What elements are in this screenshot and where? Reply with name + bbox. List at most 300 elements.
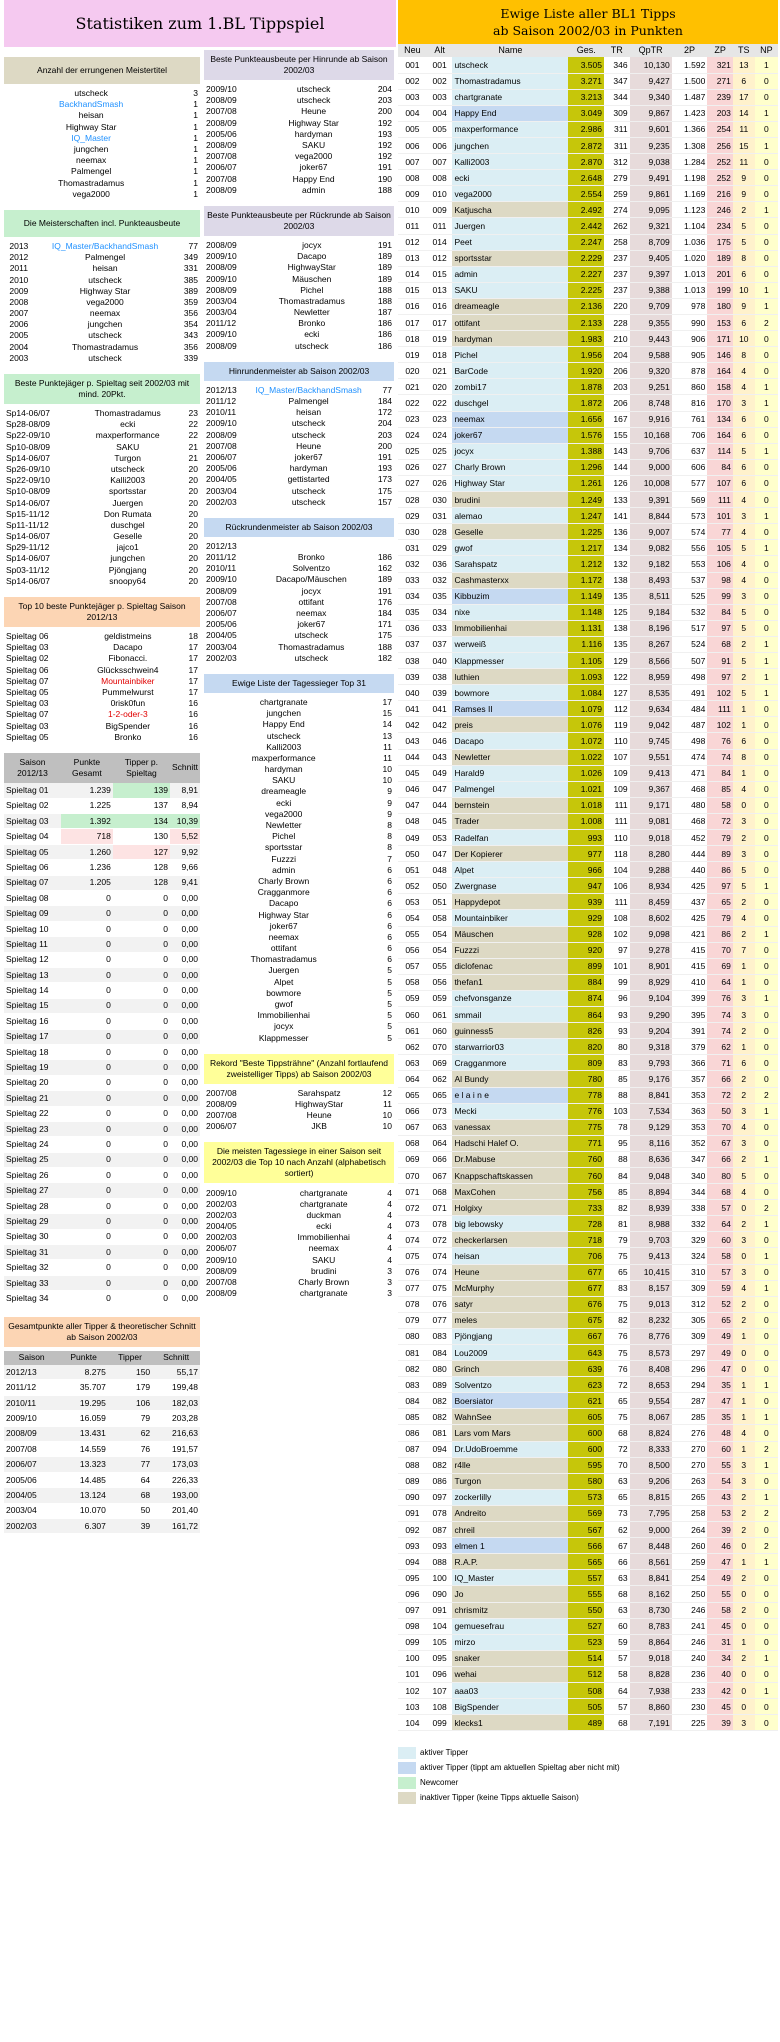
table-cell: 111 — [707, 492, 733, 508]
table-cell: Dacapo — [269, 898, 299, 909]
table-cell: 437 — [672, 894, 708, 910]
table-cell: Charly Brown — [258, 875, 310, 886]
table-cell: 5 — [387, 999, 392, 1010]
table-cell: 1.656 — [568, 411, 604, 427]
table-cell: 041 — [427, 701, 453, 717]
table-cell: 15 — [733, 137, 755, 153]
table-cell: 0 — [61, 1229, 113, 1244]
table-row — [4, 453, 200, 464]
table-cell: 240 — [672, 1650, 708, 1666]
table-cell: 0 — [755, 492, 778, 508]
table-cell: 164 — [707, 363, 733, 379]
table-cell: 57 — [707, 1200, 733, 1216]
table-cell: 75 — [604, 1409, 630, 1425]
table-row — [4, 1106, 200, 1121]
table-cell: 639 — [568, 1361, 604, 1377]
table-cell: 2.986 — [568, 121, 604, 137]
table-cell: 078 — [427, 1505, 453, 1521]
table-cell: 2004/05 — [206, 1221, 237, 1232]
table-cell: 186 — [377, 329, 392, 340]
table-cell: 043 — [398, 733, 427, 749]
table-cell: 311 — [604, 137, 630, 153]
table-cell: 039 — [427, 685, 453, 701]
table-cell: 5 — [733, 540, 755, 556]
table-cell: 321 — [707, 57, 733, 73]
table-cell: 083 — [398, 1377, 427, 1393]
table-row — [398, 427, 778, 443]
table-cell: 062 — [427, 1071, 453, 1087]
table-cell: 9,290 — [630, 1007, 672, 1023]
table-cell: Spieltag 07 — [6, 675, 49, 686]
meiste-tagessiege-section — [204, 1142, 394, 1299]
table-cell: Mäuschen — [292, 273, 332, 284]
table-cell: Pichel — [272, 831, 296, 842]
table-cell: 0 — [733, 1682, 755, 1698]
table-cell: 3 — [733, 1135, 755, 1151]
table-cell: 182,03 — [152, 1395, 200, 1410]
table-cell: admin — [272, 864, 296, 875]
table-row — [398, 1634, 778, 1650]
table-cell: 059 — [427, 990, 453, 1006]
table-cell: 79 — [707, 910, 733, 926]
table-cell: Charly Brown — [452, 459, 568, 475]
table-cell: 134 — [707, 411, 733, 427]
table-cell: 016 — [398, 298, 427, 314]
table-cell: 88 — [604, 1087, 630, 1103]
table-cell: Klappmesser — [452, 652, 568, 668]
table-row — [4, 1214, 200, 1229]
table-cell: Spieltag 05 — [6, 731, 49, 742]
table-row — [4, 1152, 200, 1167]
table-row — [398, 1119, 778, 1135]
table-cell: 2002/03 — [4, 1519, 59, 1534]
table-cell: Klappmesser — [258, 1032, 309, 1043]
table-row — [398, 1505, 778, 1521]
table-cell: 89 — [707, 846, 733, 862]
table-cell: MaxCohen — [452, 1184, 568, 1200]
table-cell: 7,534 — [630, 1103, 672, 1119]
table-cell: preis — [452, 717, 568, 733]
table-cell: 077 — [398, 1280, 427, 1296]
table-cell: 013 — [398, 250, 427, 266]
hinrunde-best-table — [204, 84, 394, 196]
table-cell: 0 — [113, 921, 170, 936]
table-cell: 826 — [568, 1023, 604, 1039]
table-cell: 63 — [604, 1602, 630, 1618]
table-cell: 8,94 — [170, 798, 200, 813]
table-cell: 035 — [398, 604, 427, 620]
table-cell: neemax — [452, 411, 568, 427]
table-row — [4, 576, 200, 587]
table-cell: maxperformance — [452, 121, 568, 137]
table-cell: 046 — [398, 781, 427, 797]
legend-label: inaktiver Tipper (keine Tipps aktuelle Saison) — [420, 1793, 579, 1803]
table-row — [398, 1184, 778, 1200]
table-cell: 20 — [188, 564, 198, 575]
table-cell: 8,841 — [630, 1570, 672, 1586]
table-row — [4, 88, 200, 99]
table-cell: 4 — [733, 1425, 755, 1441]
table-row — [398, 1602, 778, 1618]
table-cell: 246 — [707, 202, 733, 218]
table-cell: 0 — [113, 1198, 170, 1213]
table-cell: 0 — [755, 331, 778, 347]
table-cell: 0 — [61, 1198, 113, 1213]
table-cell: 9,182 — [630, 556, 672, 572]
table-cell: 452 — [672, 830, 708, 846]
table-cell: 0,00 — [170, 1106, 200, 1121]
table-row — [398, 1441, 778, 1457]
table-cell: gwof — [274, 999, 293, 1010]
table-row — [4, 297, 200, 308]
table-cell: 0 — [755, 894, 778, 910]
table-cell: Sp14-06/07 — [6, 497, 50, 508]
table-cell: Spieltag 32 — [4, 1260, 61, 1275]
table-cell: 076 — [427, 1296, 453, 1312]
table-cell: 5 — [733, 652, 755, 668]
table-cell: 104 — [604, 862, 630, 878]
table-cell: 514 — [568, 1650, 604, 1666]
table-cell: ecki — [276, 797, 292, 808]
table-row — [398, 137, 778, 153]
table-row — [4, 342, 200, 353]
table-cell: 087 — [398, 1441, 427, 1457]
table-cell: Spieltag 03 — [6, 642, 49, 653]
table-cell: Thomastradamus — [94, 408, 161, 419]
table-cell: 68 — [604, 1425, 630, 1441]
table-row — [204, 619, 394, 630]
table-cell: 4 — [733, 1119, 755, 1135]
table-cell: 363 — [672, 1103, 708, 1119]
table-cell: 97 — [604, 942, 630, 958]
table-cell: 2007/08 — [206, 151, 237, 162]
table-cell: 258 — [672, 1505, 708, 1521]
table-cell: 041 — [398, 701, 427, 717]
table-cell: 17 — [188, 653, 198, 664]
table-cell: 874 — [568, 990, 604, 1006]
table-cell: 191 — [377, 162, 392, 173]
table-cell: 675 — [568, 1312, 604, 1328]
table-cell: 353 — [672, 1119, 708, 1135]
table-cell: Thomastradamus — [71, 341, 139, 352]
table-cell: Spieltag 21 — [4, 1091, 61, 1106]
table-cell: Heune — [301, 106, 327, 117]
table-cell: Spieltag 10 — [4, 921, 61, 936]
table-cell: 66 — [604, 1554, 630, 1570]
table-row — [204, 552, 394, 563]
table-cell: 074 — [427, 1248, 453, 1264]
table-cell: 706 — [568, 1248, 604, 1264]
table-cell: 0 — [755, 1602, 778, 1618]
table-cell: guinness5 — [452, 1023, 568, 1039]
table-cell: 1 — [733, 1409, 755, 1425]
table-cell: 1 — [755, 1103, 778, 1119]
table-cell: 9,551 — [630, 749, 672, 765]
table-row — [398, 1522, 778, 1538]
table-cell: 899 — [568, 958, 604, 974]
table-cell: 2 — [733, 1296, 755, 1312]
table-cell: Highway Star — [452, 475, 568, 491]
table-cell: 015 — [398, 282, 427, 298]
table-cell: Sp22-09/10 — [6, 430, 50, 441]
table-cell: 415 — [672, 942, 708, 958]
table-cell: Spieltag 02 — [4, 798, 61, 813]
table-cell: IQ_Master — [71, 132, 111, 143]
table-cell: Jo — [452, 1586, 568, 1602]
table-cell: 2007 — [9, 308, 29, 319]
table-row — [4, 308, 200, 319]
table-cell: 9,095 — [630, 202, 672, 218]
table-cell: geldistmeins — [104, 631, 152, 642]
table-cell: 085 — [398, 1409, 427, 1425]
table-cell: 761 — [672, 411, 708, 427]
table-cell: 2011/12 — [206, 396, 237, 407]
table-cell: hardyman — [289, 463, 328, 474]
table-cell: 91 — [707, 652, 733, 668]
table-cell: vega2000 — [452, 186, 568, 202]
table-row — [398, 1071, 778, 1087]
table-cell: 4 — [733, 556, 755, 572]
table-cell: 93 — [604, 1007, 630, 1023]
table-cell: 775 — [568, 1119, 604, 1135]
table-cell: 2012/13 — [4, 1365, 59, 1380]
table-cell: 073 — [398, 1216, 427, 1232]
table-row — [398, 475, 778, 491]
table-cell: 96 — [604, 990, 630, 1006]
table-row — [204, 463, 394, 474]
table-cell: Dacapo — [113, 642, 143, 653]
table-cell: IQ_Master/BackhandSmash — [255, 384, 362, 395]
table-cell: jungchen — [73, 144, 109, 155]
table-cell: 0 — [755, 1071, 778, 1087]
table-cell: Spieltag 22 — [4, 1106, 61, 1121]
table-cell: 421 — [672, 926, 708, 942]
table-cell: 22 — [188, 419, 198, 430]
table-row — [4, 631, 200, 642]
table-cell: 0 — [61, 1060, 113, 1075]
table-cell: 108 — [604, 910, 630, 926]
table-cell: sportsstar — [452, 250, 568, 266]
table-cell: 49 — [707, 1345, 733, 1361]
table-cell: Spieltag 08 — [4, 891, 61, 906]
table-cell: hardyman — [294, 128, 333, 139]
table-cell: 623 — [568, 1377, 604, 1393]
table-cell: 0 — [755, 89, 778, 105]
table-cell: Turgon — [114, 452, 141, 463]
table-cell: 58 — [604, 1666, 630, 1682]
column-header: Tipper — [108, 1351, 152, 1365]
table-cell: 055 — [398, 926, 427, 942]
table-cell: 146 — [707, 347, 733, 363]
table-cell: 0 — [113, 891, 170, 906]
table-row — [398, 1377, 778, 1393]
table-cell: 7,191 — [630, 1715, 672, 1731]
table-row — [398, 942, 778, 958]
legend-item — [398, 1760, 778, 1775]
table-cell: 2007/08 — [206, 1087, 237, 1098]
table-cell: 4 — [733, 524, 755, 540]
table-cell: 2009/10 — [206, 574, 237, 585]
table-cell: 6 — [733, 266, 755, 282]
table-cell: 0 — [755, 1328, 778, 1344]
table-cell: 86 — [707, 862, 733, 878]
table-cell: 1 — [755, 1409, 778, 1425]
table-cell: 0,00 — [170, 1245, 200, 1260]
table-cell: 094 — [427, 1441, 453, 1457]
table-cell: 100 — [398, 1650, 427, 1666]
table-row — [398, 958, 778, 974]
table-cell: 2004/05 — [206, 474, 237, 485]
tagessieger-table — [204, 697, 394, 1044]
table-cell: 2 — [733, 669, 755, 685]
table-cell: 2008/09 — [4, 1426, 59, 1441]
table-cell: 8,864 — [630, 1634, 672, 1650]
table-cell: 064 — [398, 1071, 427, 1087]
table-cell: Spieltag 06 — [4, 860, 61, 875]
table-cell: 070 — [427, 1039, 453, 1055]
table-cell: 2007/08 — [206, 440, 237, 451]
table-cell: 45 — [707, 1699, 733, 1715]
table-row — [204, 1033, 394, 1044]
table-cell: 046 — [427, 733, 453, 749]
table-cell: 9,443 — [630, 331, 672, 347]
table-cell: admin — [452, 266, 568, 282]
table-cell: 005 — [398, 121, 427, 137]
table-row — [398, 443, 778, 459]
table-cell: 9,709 — [630, 298, 672, 314]
table-cell: Immobilienhai — [257, 1010, 310, 1021]
table-cell: 203 — [707, 105, 733, 121]
table-cell: 285 — [672, 1409, 708, 1425]
table-cell: 0,00 — [170, 1075, 200, 1090]
table-cell: 038 — [427, 669, 453, 685]
table-cell: 1 — [755, 298, 778, 314]
table-cell: neemax — [308, 1243, 339, 1254]
table-cell: Juergen — [268, 965, 300, 976]
table-cell: 9,41 — [170, 875, 200, 890]
table-cell: 2 — [755, 1538, 778, 1554]
table-cell: 172 — [377, 407, 392, 418]
table-cell: 64 — [707, 1216, 733, 1232]
legend-label: aktiver Tipper (tippt am aktuellen Spieltag aber nicht mit) — [420, 1763, 620, 1773]
table-row — [4, 241, 200, 252]
table-cell: 776 — [568, 1103, 604, 1119]
table-row — [4, 983, 200, 998]
table-cell: 2.554 — [568, 186, 604, 202]
table-row — [398, 1682, 778, 1698]
table-cell: 1 — [755, 443, 778, 459]
table-cell: 2008/09 — [206, 184, 237, 195]
table-row — [4, 1519, 200, 1534]
table-cell: 9,397 — [630, 266, 672, 282]
table-cell: 0,00 — [170, 1291, 200, 1306]
table-cell: 2005/06 — [206, 128, 237, 139]
table-cell: 004 — [398, 105, 427, 121]
table-cell: 1 — [755, 282, 778, 298]
table-row — [204, 865, 394, 876]
table-cell: Spieltag 03 — [4, 814, 61, 829]
table-cell: 977 — [568, 846, 604, 862]
table-cell: 102 — [398, 1682, 427, 1698]
table-cell: 49 — [707, 1570, 733, 1586]
table-row — [398, 57, 778, 73]
hinrunde-best-title: Beste Punkteausbeute per Hinrunde ab Saison 2002/03 — [204, 50, 394, 80]
table-cell: 1.217 — [568, 540, 604, 556]
table-cell: 155 — [604, 427, 630, 443]
table-cell: 186 — [377, 340, 392, 351]
table-cell: 550 — [568, 1602, 604, 1618]
table-cell: 11 — [733, 154, 755, 170]
table-cell: Sp14-06/07 — [6, 575, 50, 586]
table-cell: 260 — [672, 1538, 708, 1554]
table-cell: 0 — [755, 1119, 778, 1135]
table-cell: ecki — [120, 419, 136, 430]
table-cell: 3.271 — [568, 73, 604, 89]
table-row — [4, 252, 200, 263]
table-cell: 0 — [755, 1264, 778, 1280]
column-header: Punkte Gesamt — [61, 753, 113, 783]
table-cell: 52 — [707, 1296, 733, 1312]
table-cell: Cashmasterxx — [452, 572, 568, 588]
table-row — [204, 341, 394, 352]
table-cell: Holgixy — [452, 1200, 568, 1216]
table-cell: 048 — [427, 862, 453, 878]
table-cell: 9,318 — [630, 1039, 672, 1055]
table-cell: 1 — [193, 177, 198, 188]
table-cell: SAKU — [452, 282, 568, 298]
table-cell: 049 — [398, 830, 427, 846]
table-cell: 0 — [61, 1245, 113, 1260]
table-cell: 134 — [604, 540, 630, 556]
table-cell: Spieltag 19 — [4, 1060, 61, 1075]
table-cell: 905 — [672, 347, 708, 363]
table-cell: 200 — [377, 440, 392, 451]
table-cell: 2008/09 — [206, 117, 237, 128]
table-cell: 237 — [604, 266, 630, 282]
table-cell: 0,00 — [170, 1014, 200, 1029]
table-cell: 8 — [733, 749, 755, 765]
table-cell: 089 — [427, 1377, 453, 1393]
table-cell: duckman — [306, 1209, 341, 1220]
table-cell: 573 — [672, 508, 708, 524]
table-cell: 0 — [61, 1275, 113, 1290]
table-cell: 2008/09 — [206, 239, 237, 250]
table-cell: 107 — [427, 1682, 453, 1698]
table-cell: 2005 — [9, 330, 29, 341]
table-cell: 204 — [377, 84, 392, 95]
table-cell: 8 — [387, 842, 392, 853]
meisterschaften-section — [4, 210, 200, 364]
table-cell: 015 — [427, 266, 453, 282]
table-cell: 16 — [188, 731, 198, 742]
table-cell: 8,561 — [630, 1554, 672, 1570]
table-cell: 1.026 — [568, 765, 604, 781]
table-cell: 0 — [113, 952, 170, 967]
table-row — [4, 475, 200, 486]
table-cell: Spieltag 23 — [4, 1121, 61, 1136]
column-header: TS — [733, 44, 755, 57]
table-cell: 9,405 — [630, 250, 672, 266]
table-cell: 0 — [113, 1106, 170, 1121]
table-cell: 0 — [61, 1106, 113, 1121]
table-cell: 067 — [398, 1119, 427, 1135]
table-cell: 5 — [387, 987, 392, 998]
table-cell: 677 — [568, 1280, 604, 1296]
table-cell: 1 — [755, 1377, 778, 1393]
table-cell: 8,232 — [630, 1312, 672, 1328]
table-cell: Heune — [306, 1110, 332, 1121]
table-cell: Palmengel — [452, 781, 568, 797]
